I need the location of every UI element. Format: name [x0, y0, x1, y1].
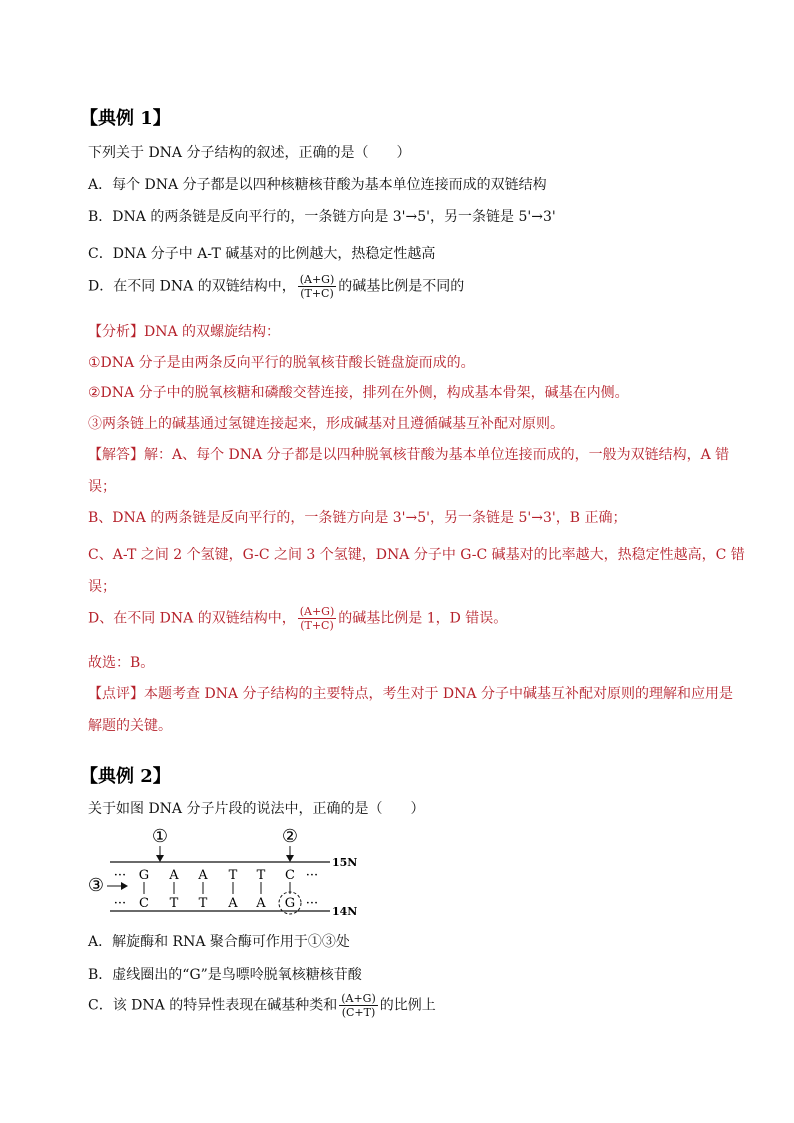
- answer-line-c: C、A-T 之间 2 个氢键，G-C 之间 3 个氢键，DNA 分子中 G-C 碱基对的比率越大，热稳定性越高，C 错: [88, 547, 745, 563]
- marker-1: ①: [151, 826, 169, 847]
- question-1-option-b: B．DNA 的两条链是反向平行的，一条链方向是 3'→5'，另一条链是 5'→3': [88, 209, 556, 225]
- top-base: G: [138, 868, 150, 883]
- ratio-fraction: [298, 273, 337, 300]
- example-2-heading: 【典例 2】: [80, 766, 171, 787]
- answer-line-b: B、DNA 的两条链是反向平行的，一条链方向是 3'→5'，另一条链是 5'→3'，B 正确；: [88, 510, 627, 526]
- analysis-point-2: ②DNA 分子中的脱氧核糖和磷酸交替连接，排列在外侧，构成基本骨架，碱基在内侧。: [88, 385, 629, 401]
- answer-line-c-cont: 误；: [88, 579, 116, 595]
- comment-text: 本题考查 DNA 分子结构的主要特点，考生对于 DNA 分子中碱基互补配对原则的理解和应用是: [144, 686, 733, 702]
- answer-d-prefix: D、在不同 DNA 的双链结构中，: [88, 610, 296, 627]
- bottom-base: T: [169, 896, 179, 911]
- question-1-option-a: A．每个 DNA 分子都是以四种核糖核苷酸为基本单位连接而成的双链结构: [88, 177, 547, 193]
- analysis-line-title: [88, 321, 280, 341]
- answer-a-text: 解：A、每个 DNA 分子都是以四种脱氧核苷酸为基本单位连接而成的，一般为双链结构，A 错: [144, 447, 730, 463]
- fraction-numerator: (A+G): [299, 273, 335, 286]
- example-1-heading: 【典例 1】: [80, 108, 171, 129]
- option-d-prefix: D．在不同 DNA 的双链结构中，: [88, 278, 296, 295]
- analysis-point-3: ③两条链上的碱基通过氢键连接起来，形成碱基对且遵循碱基互补配对原则。: [88, 416, 564, 432]
- question-2-option-b: B．虚线圈出的“G”是鸟嘌呤脱氧核糖核苷酸: [88, 967, 362, 983]
- option-d-suffix: 的碱基比例是不同的: [338, 278, 465, 295]
- analysis-point-1: ①DNA 分子是由两条反向平行的脱氧核苷酸长链盘旋而成的。: [88, 355, 475, 371]
- top-base: T: [256, 868, 266, 883]
- question-1-option-c: C．DNA 分子中 A-T 碱基对的比例越大，热稳定性越高: [88, 246, 436, 262]
- bottom-base: A: [228, 896, 238, 911]
- marker-2-arrowhead: [286, 855, 294, 862]
- fraction-numerator: (A+G): [341, 992, 376, 1005]
- answer-choice: 故选：B。: [88, 655, 155, 671]
- analysis-title: DNA 的双螺旋结构：: [144, 324, 281, 340]
- marker-3-arrowhead: [121, 882, 128, 890]
- top-ellipsis-left: ···: [113, 868, 127, 883]
- bottom-strand-label: 14N: [332, 905, 358, 918]
- top-ellipsis-right: ···: [305, 868, 319, 883]
- fraction-denominator: (C+T): [341, 1006, 376, 1019]
- comment-line-2: 解题的关键。: [88, 718, 172, 734]
- question-2-stem: 关于如图 DNA 分子片段的说法中，正确的是（ ）: [88, 801, 425, 817]
- top-base: T: [228, 868, 238, 883]
- marker-3: ③: [87, 875, 105, 896]
- answer-line-d: [88, 605, 507, 632]
- option-c-suffix: 的比例上: [379, 997, 436, 1014]
- bottom-base: T: [198, 896, 208, 911]
- bottom-base-circled: G: [284, 896, 296, 911]
- top-base: C: [285, 868, 295, 883]
- marker-1-arrowhead: [156, 855, 164, 862]
- question-1-option-d: [88, 273, 464, 300]
- bottom-base: C: [139, 896, 149, 911]
- bottom-base: A: [256, 896, 266, 911]
- question-2-option-c: [88, 992, 436, 1019]
- analysis-tag: 【分析】: [88, 324, 144, 340]
- answer-line-a-cont: 误；: [88, 479, 116, 495]
- question-2-option-a: A．解旋酶和 RNA 聚合酶可作用于①③处: [88, 934, 350, 950]
- ratio-fraction: [339, 992, 378, 1019]
- top-strand-label: 15N: [332, 856, 358, 869]
- comment-tag: 【点评】: [88, 686, 144, 702]
- bottom-ellipsis-left: ···: [113, 896, 127, 911]
- top-base: A: [198, 868, 208, 883]
- bottom-ellipsis-right: ···: [305, 896, 319, 911]
- marker-2: ②: [281, 826, 299, 847]
- top-base: A: [169, 868, 179, 883]
- dna-fragment-diagram: [80, 822, 370, 922]
- answer-ratio-fraction: [298, 605, 337, 632]
- fraction-numerator: (A+G): [299, 605, 335, 618]
- answer-tag: 【解答】: [88, 447, 144, 463]
- fraction-denominator: (T+C): [300, 619, 334, 632]
- fraction-denominator: (T+C): [300, 287, 334, 300]
- answer-line-a: [88, 444, 729, 464]
- question-1-stem: 下列关于 DNA 分子结构的叙述，正确的是（ ）: [88, 145, 411, 161]
- option-c-prefix: C．该 DNA 的特异性表现在碱基种类和: [88, 997, 338, 1014]
- answer-d-suffix: 的碱基比例是 1，D 错误。: [338, 610, 508, 627]
- comment-line-1: [88, 683, 733, 703]
